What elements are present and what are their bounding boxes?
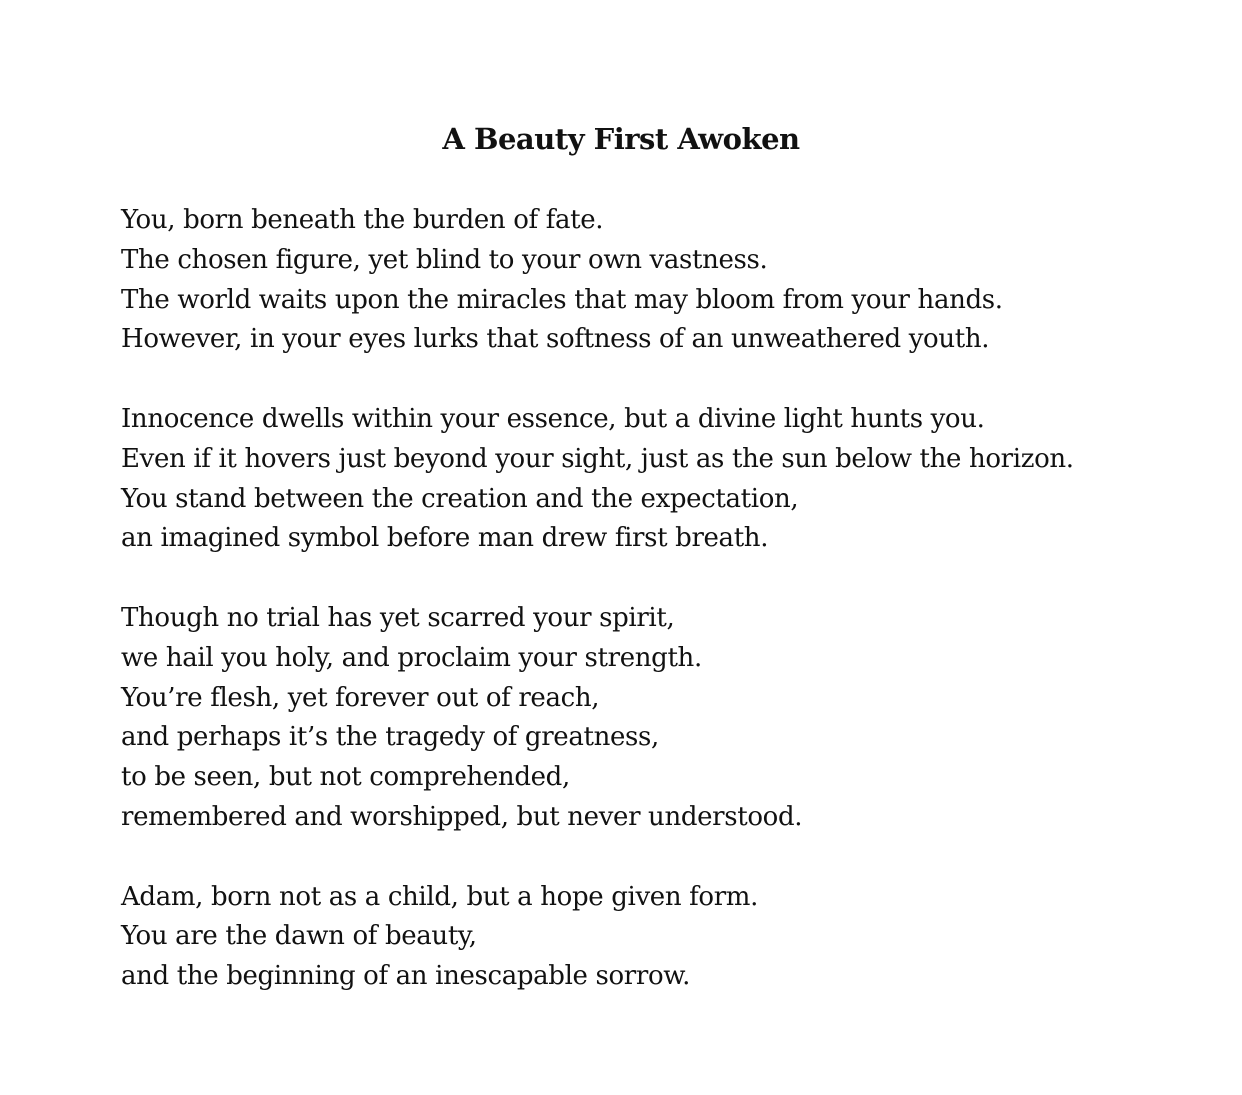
poem-body [121, 201, 1201, 1037]
poem-line: Though no trial has yet scarred your spirit, [121, 602, 675, 633]
poem-line: an imagined symbol before man drew first breath. [121, 523, 769, 554]
poem-line: You stand between the creation and the expectation, [121, 483, 799, 514]
poem-line: Innocence dwells within your essence, but a divine light hunts you. [121, 403, 985, 434]
poem-line: and the beginning of an inescapable sorrow. [121, 961, 690, 992]
stanza-2 [121, 400, 1201, 559]
poem-line: You, born beneath the burden of fate. [121, 205, 604, 235]
poem-line: and perhaps it’s the tragedy of greatness, [121, 722, 659, 753]
poem-line: remembered and worshipped, but never understood. [121, 801, 803, 832]
poem-line: to be seen, but not comprehended, [121, 762, 570, 793]
poem-line: we hail you holy, and proclaim your strength. [121, 642, 702, 673]
poem-title: A Beauty First Awoken [442, 122, 800, 156]
stanza-1 [121, 201, 1201, 360]
poem-line: You’re flesh, yet forever out of reach, [121, 682, 600, 713]
poem-line: Adam, born not as a child, but a hope given form. [121, 881, 759, 912]
poem-line: You are the dawn of beauty, [121, 921, 477, 952]
poem-line: However, in your eyes lurks that softness of an unweathered youth. [121, 324, 990, 355]
poem-line: Even if it hovers just beyond your sight, just as the sun below the horizon. [121, 443, 1074, 474]
poem-line: The chosen figure, yet blind to your own vastness. [121, 244, 768, 275]
stanza-3 [121, 599, 1201, 838]
stanza-4 [121, 878, 1201, 997]
poem-line: The world waits upon the miracles that may bloom from your hands. [121, 284, 1003, 315]
